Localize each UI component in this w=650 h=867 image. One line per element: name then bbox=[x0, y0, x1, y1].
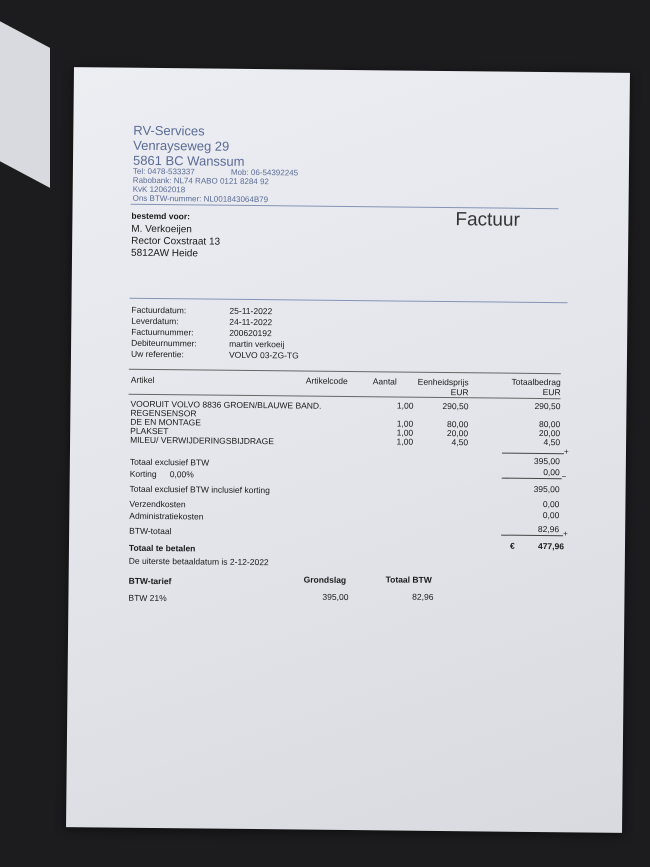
col-totaalbedrag-unit: EUR bbox=[542, 387, 561, 398]
item-total: 290,50 bbox=[534, 400, 561, 412]
plus-sign: + bbox=[563, 529, 568, 539]
item-total: 4,50 bbox=[543, 437, 561, 448]
amount-due-value: 477,96 bbox=[537, 540, 565, 552]
discount-percentage: 0,00% bbox=[169, 469, 194, 480]
company-city: 5861 BC Wanssum bbox=[132, 152, 245, 169]
vat-base-value: 395,00 bbox=[322, 591, 349, 603]
subtotal-after-discount-label: Totaal exclusief BTW inclusief korting bbox=[129, 483, 270, 496]
background-paper-scrap bbox=[0, 0, 50, 188]
meta-label: Leverdatum: bbox=[131, 315, 179, 327]
admin-costs-label: Administratiekosten bbox=[129, 510, 204, 522]
discount-label: Korting bbox=[129, 468, 157, 479]
item-description: MILEU/ VERWIJDERINGSBIJDRAGE bbox=[130, 434, 275, 447]
company-mob: Mob: 06-54392245 bbox=[230, 167, 299, 178]
meta-value: 25-11-2022 bbox=[229, 305, 273, 317]
company-bank: Rabobank: NL74 RABO 0121 8284 92 bbox=[132, 175, 269, 187]
vat-rate: BTW 21% bbox=[128, 592, 167, 604]
meta-label: Factuurdatum: bbox=[131, 304, 187, 316]
company-btw-number: Ons BTW-nummer: NL001843064B79 bbox=[132, 193, 269, 205]
item-description: REGENSENSOR bbox=[130, 407, 197, 419]
meta-label: Uw referentie: bbox=[130, 348, 184, 360]
recipient-label: bestemd voor: bbox=[131, 210, 191, 222]
vat-rate-header: BTW-tarief bbox=[128, 575, 172, 587]
subtotal-value: 395,00 bbox=[533, 455, 560, 467]
vat-base-header: Grondslag bbox=[303, 574, 347, 585]
customer-city: 5812AW Heide bbox=[130, 247, 198, 260]
shipping-value: 0,00 bbox=[542, 499, 560, 510]
vat-total-header: Totaal BTW bbox=[385, 574, 432, 585]
meta-label: Factuurnummer: bbox=[131, 326, 194, 338]
item-unit-price: 290,50 bbox=[442, 400, 469, 412]
company-tel: Tel: 0478-533337 bbox=[132, 166, 195, 177]
sum-line bbox=[502, 478, 562, 480]
meta-value: martin verkoeij bbox=[229, 338, 285, 350]
customer-street: Rector Coxstraat 13 bbox=[131, 235, 221, 248]
col-artikel: Artikel bbox=[130, 374, 155, 385]
plus-sign: + bbox=[563, 447, 569, 457]
due-date-text: De uiterste betaaldatum is 2-12-2022 bbox=[128, 555, 269, 568]
col-eenheidsprijs: Eenheidsprijs bbox=[417, 376, 469, 388]
item-unit-price: 80,00 bbox=[446, 419, 469, 430]
discount-value: 0,00 bbox=[543, 467, 560, 478]
sum-line bbox=[502, 453, 564, 455]
minus-sign: − bbox=[561, 472, 567, 482]
header-rule bbox=[131, 204, 559, 209]
col-artikelcode: Artikelcode bbox=[305, 375, 348, 386]
item-total: 80,00 bbox=[538, 418, 561, 430]
sum-line bbox=[501, 535, 563, 537]
item-quantity: 1,00 bbox=[396, 436, 414, 447]
amount-due-label: Totaal te betalen bbox=[128, 542, 196, 554]
meta-value: 24-11-2022 bbox=[229, 316, 273, 328]
document-title: Factuur bbox=[455, 209, 520, 231]
item-total: 20,00 bbox=[538, 427, 561, 439]
vat-total-value: 82,96 bbox=[537, 523, 560, 535]
item-description: DE EN MONTAGE bbox=[130, 416, 202, 428]
item-quantity: 1,00 bbox=[396, 418, 414, 429]
vat-total-amount: 82,96 bbox=[412, 591, 434, 602]
item-unit-price: 4,50 bbox=[451, 437, 469, 448]
meta-label: Debiteurnummer: bbox=[131, 337, 197, 349]
company-kvk: KvK 12062018 bbox=[132, 184, 186, 195]
item-quantity: 1,00 bbox=[396, 400, 414, 411]
shipping-label: Verzendkosten bbox=[129, 498, 186, 510]
col-aantal: Aantal bbox=[372, 376, 397, 387]
customer-name: M. Verkoeijen bbox=[131, 223, 192, 236]
company-name: RV-Services bbox=[133, 122, 205, 139]
table-top-rule bbox=[129, 369, 561, 375]
company-street: Venrayseweg 29 bbox=[133, 137, 230, 154]
item-unit-price: 20,00 bbox=[446, 428, 469, 439]
meta-rule bbox=[130, 298, 568, 304]
meta-value: 200620192 bbox=[229, 327, 272, 339]
item-description: VOORUIT VOLVO 8836 GROEN/BLAUWE BAND. bbox=[130, 398, 322, 411]
col-totaalbedrag: Totaalbedrag bbox=[511, 376, 561, 388]
item-description: PLAKSET bbox=[130, 425, 169, 437]
col-eenheidsprijs-unit: EUR bbox=[450, 387, 469, 398]
invoice-sheet bbox=[66, 67, 630, 833]
meta-value: VOLVO 03-ZG-TG bbox=[228, 349, 299, 361]
vat-total-label: BTW-totaal bbox=[129, 525, 172, 537]
subtotal-label: Totaal exclusief BTW bbox=[129, 456, 210, 468]
currency-symbol: € bbox=[509, 540, 515, 551]
admin-costs-value: 0,00 bbox=[542, 510, 560, 521]
item-quantity: 1,00 bbox=[396, 427, 414, 438]
subtotal-after-discount-value: 395,00 bbox=[533, 483, 560, 495]
